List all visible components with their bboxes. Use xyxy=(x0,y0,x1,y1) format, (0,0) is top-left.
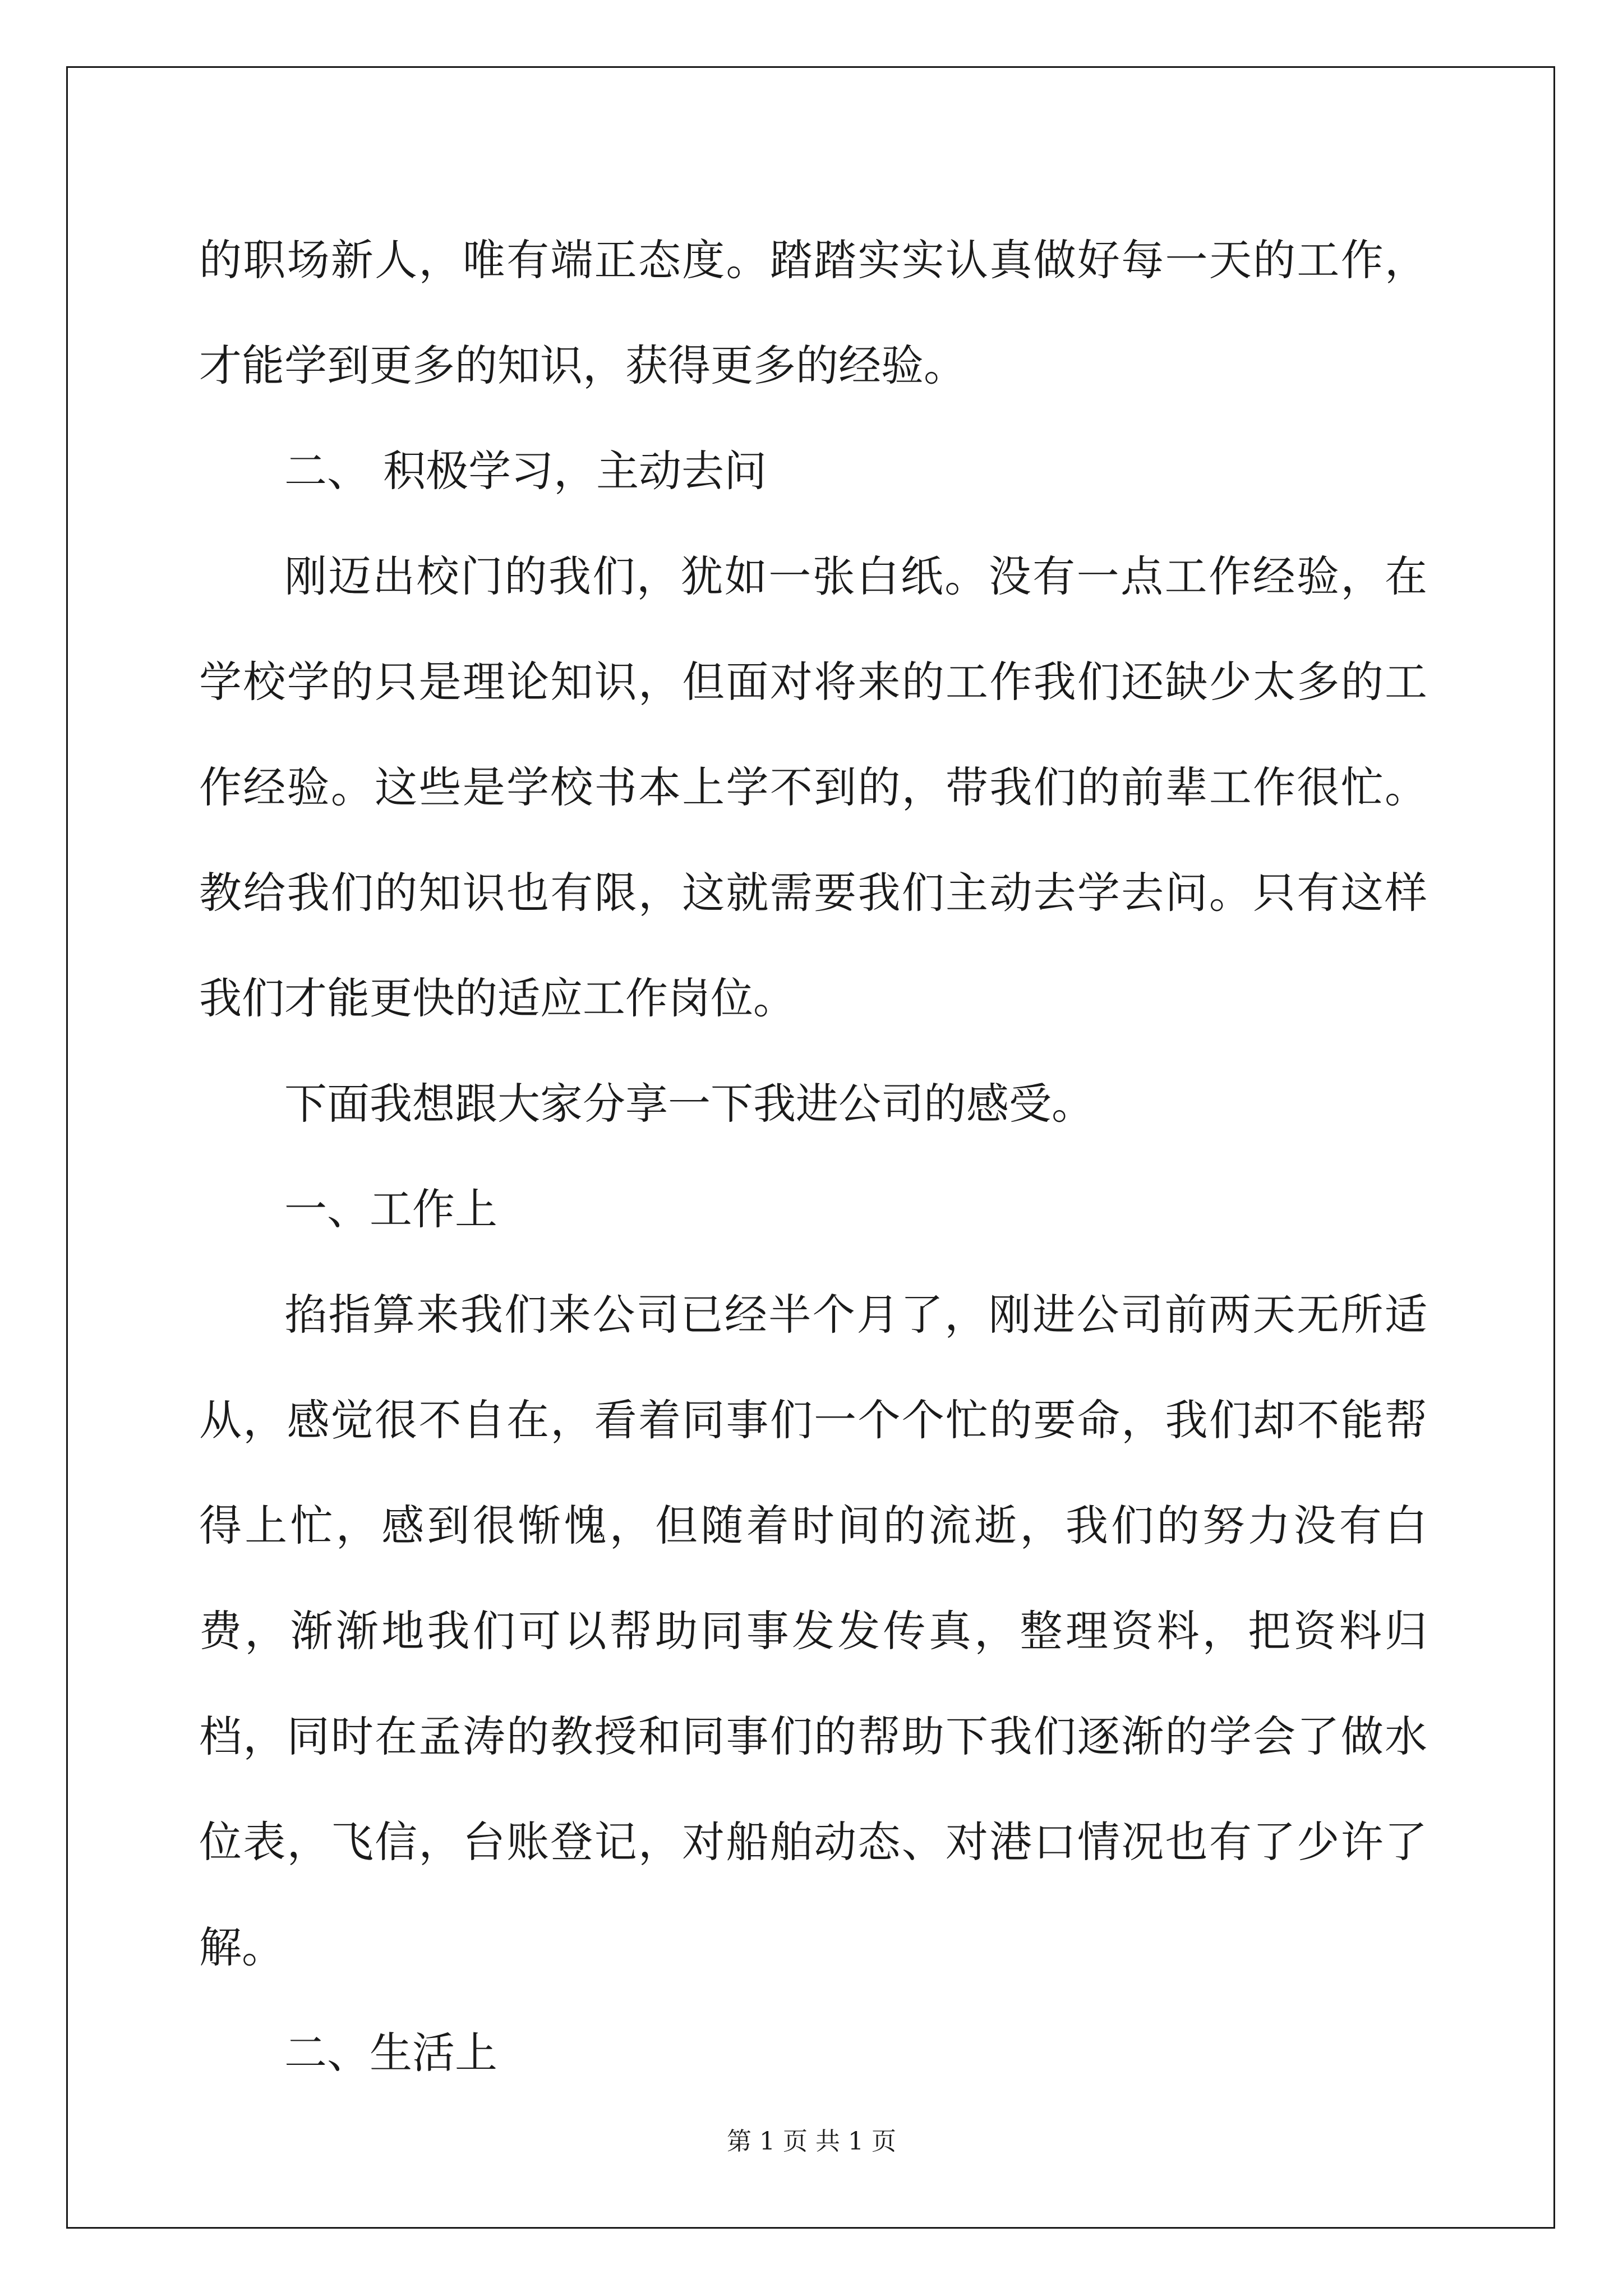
paragraph-1: 的职场新人，唯有端正态度。踏踏实实认真做好每一天的工作，才能学到更多的知识，获得更多的经验。 xyxy=(199,235,1427,390)
page-number-footer: 第 1 页 共 1 页 xyxy=(727,2127,896,2156)
document-body xyxy=(199,208,1427,2106)
paragraph-6: 掐指算来我们来公司已经半个月了，刚进公司前两天无所适从，感觉很不自在，看着同事们一个个忙的要命，我们却不能帮得上忙，感到很惭愧，但随着时间的流逝，我们的努力没有白费，渐渐地我们可以帮助同事发发传真，整理资料，把资料归档，同时在孟涛的教授和同事们的帮助下我们逐渐的学会了做水位表，飞信，台账登记，对船舶动态、对港口情况也有了少许了解。 xyxy=(199,1290,1427,1972)
section-heading-work: 一、工作上 xyxy=(284,1184,497,1234)
section-heading-life: 二、生活上 xyxy=(284,2028,497,2078)
paragraph-4: 下面我想跟大家分享一下我进公司的感受。 xyxy=(284,1079,1094,1129)
paragraph-3: 刚迈出校门的我们，犹如一张白纸。没有一点工作经验，在学校学的只是理论知识，但面对将来的工作我们还缺少太多的工作经验。这些是学校书本上学不到的，带我们的前辈工作很忙。教给我们的知识也有限，这就需要我们主动去学去问。只有这样我们才能更快的适应工作岗位。 xyxy=(199,551,1427,1023)
section-heading-2: 二、 积极学习，主动去问 xyxy=(284,446,767,496)
